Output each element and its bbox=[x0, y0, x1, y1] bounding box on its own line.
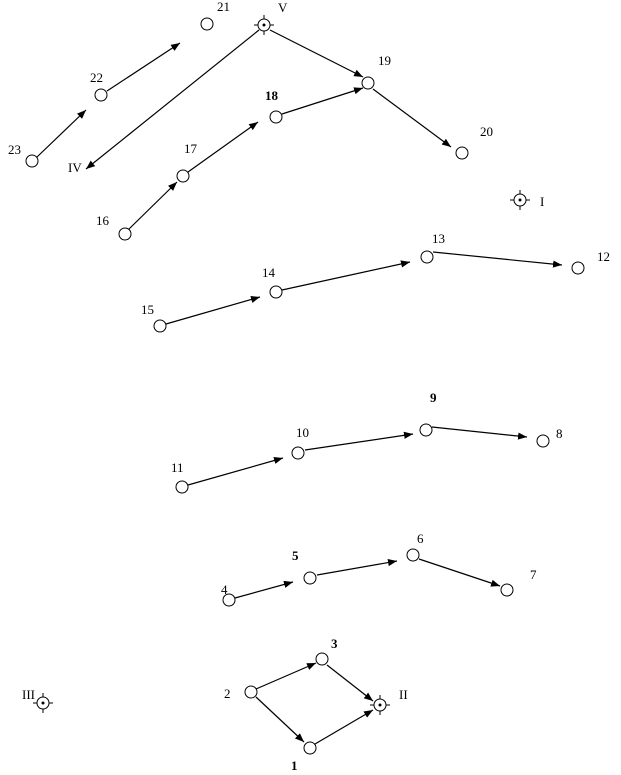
edge-3-II bbox=[327, 665, 373, 701]
node-13 bbox=[421, 251, 433, 263]
label-node-16: 16 bbox=[96, 213, 109, 228]
label-node-17: 17 bbox=[184, 141, 197, 156]
node-9 bbox=[420, 424, 432, 436]
edge-17-18 bbox=[188, 122, 258, 172]
node-22 bbox=[95, 89, 107, 101]
label-node-18: 18 bbox=[265, 88, 278, 103]
label-node-3: 3 bbox=[331, 636, 338, 651]
edge-19-20 bbox=[373, 89, 451, 147]
edge-5-6 bbox=[317, 561, 397, 575]
label-node-10: 10 bbox=[296, 425, 309, 440]
edge-18-19 bbox=[282, 88, 363, 114]
edge-22-21 bbox=[107, 43, 180, 91]
label-node-12: 12 bbox=[597, 249, 610, 264]
label-node-21: 21 bbox=[217, 0, 230, 14]
edge-14-13 bbox=[282, 262, 410, 290]
label-node-1: 1 bbox=[291, 758, 298, 773]
label-control-point-I: I bbox=[540, 194, 545, 209]
label-node-9: 9 bbox=[430, 390, 437, 405]
edge-16-17 bbox=[129, 182, 177, 229]
control-point-III bbox=[33, 693, 53, 713]
label-node-7: 7 bbox=[530, 567, 537, 582]
label-node-19: 19 bbox=[378, 53, 391, 68]
node-3 bbox=[316, 653, 328, 665]
nodes bbox=[26, 18, 584, 754]
labels bbox=[8, 0, 610, 773]
label-control-point-IV: IV bbox=[68, 160, 82, 175]
node-7 bbox=[501, 584, 513, 596]
label-control-point-III: III bbox=[22, 687, 35, 702]
edge-9-8 bbox=[432, 427, 527, 437]
edge-23-22 bbox=[37, 110, 86, 157]
label-node-22: 22 bbox=[90, 70, 103, 85]
edge-6-7 bbox=[419, 559, 500, 586]
node-14 bbox=[270, 286, 282, 298]
label-node-8: 8 bbox=[556, 426, 563, 441]
edge-2-1 bbox=[256, 697, 304, 742]
node-16 bbox=[119, 228, 131, 240]
control-point-I bbox=[510, 190, 530, 210]
node-21 bbox=[201, 18, 213, 30]
label-node-15: 15 bbox=[141, 302, 154, 317]
edge-1-II bbox=[315, 710, 373, 744]
control-point-II bbox=[370, 695, 390, 715]
node-11 bbox=[176, 481, 188, 493]
label-control-point-V: V bbox=[278, 0, 288, 15]
node-2 bbox=[245, 686, 257, 698]
edge-11-10 bbox=[188, 458, 283, 485]
node-15 bbox=[154, 320, 166, 332]
label-node-23: 23 bbox=[8, 142, 21, 157]
edge-V-19 bbox=[270, 30, 363, 77]
label-node-4: 4 bbox=[221, 582, 228, 597]
node-12 bbox=[572, 262, 584, 274]
label-node-20: 20 bbox=[480, 124, 493, 139]
edge-10-9 bbox=[305, 434, 413, 450]
label-node-14: 14 bbox=[262, 265, 275, 280]
node-17 bbox=[177, 170, 189, 182]
label-node-13: 13 bbox=[432, 231, 445, 246]
edge-2-3 bbox=[256, 663, 316, 689]
node-5 bbox=[304, 572, 316, 584]
node-20 bbox=[456, 147, 468, 159]
node-23 bbox=[26, 155, 38, 167]
edge-4-5 bbox=[235, 582, 293, 598]
label-node-6: 6 bbox=[417, 531, 424, 546]
edge-V-IV bbox=[86, 30, 259, 169]
node-8 bbox=[537, 435, 549, 447]
node-6 bbox=[407, 549, 419, 561]
label-node-5: 5 bbox=[292, 548, 299, 563]
node-1 bbox=[304, 742, 316, 754]
label-node-2: 2 bbox=[224, 686, 231, 701]
edge-15-14 bbox=[166, 297, 260, 324]
node-18 bbox=[270, 111, 282, 123]
label-control-point-II: II bbox=[399, 687, 408, 702]
node-10 bbox=[292, 447, 304, 459]
node-19 bbox=[362, 77, 374, 89]
edge-13-12 bbox=[433, 252, 562, 265]
label-node-11: 11 bbox=[171, 460, 184, 475]
